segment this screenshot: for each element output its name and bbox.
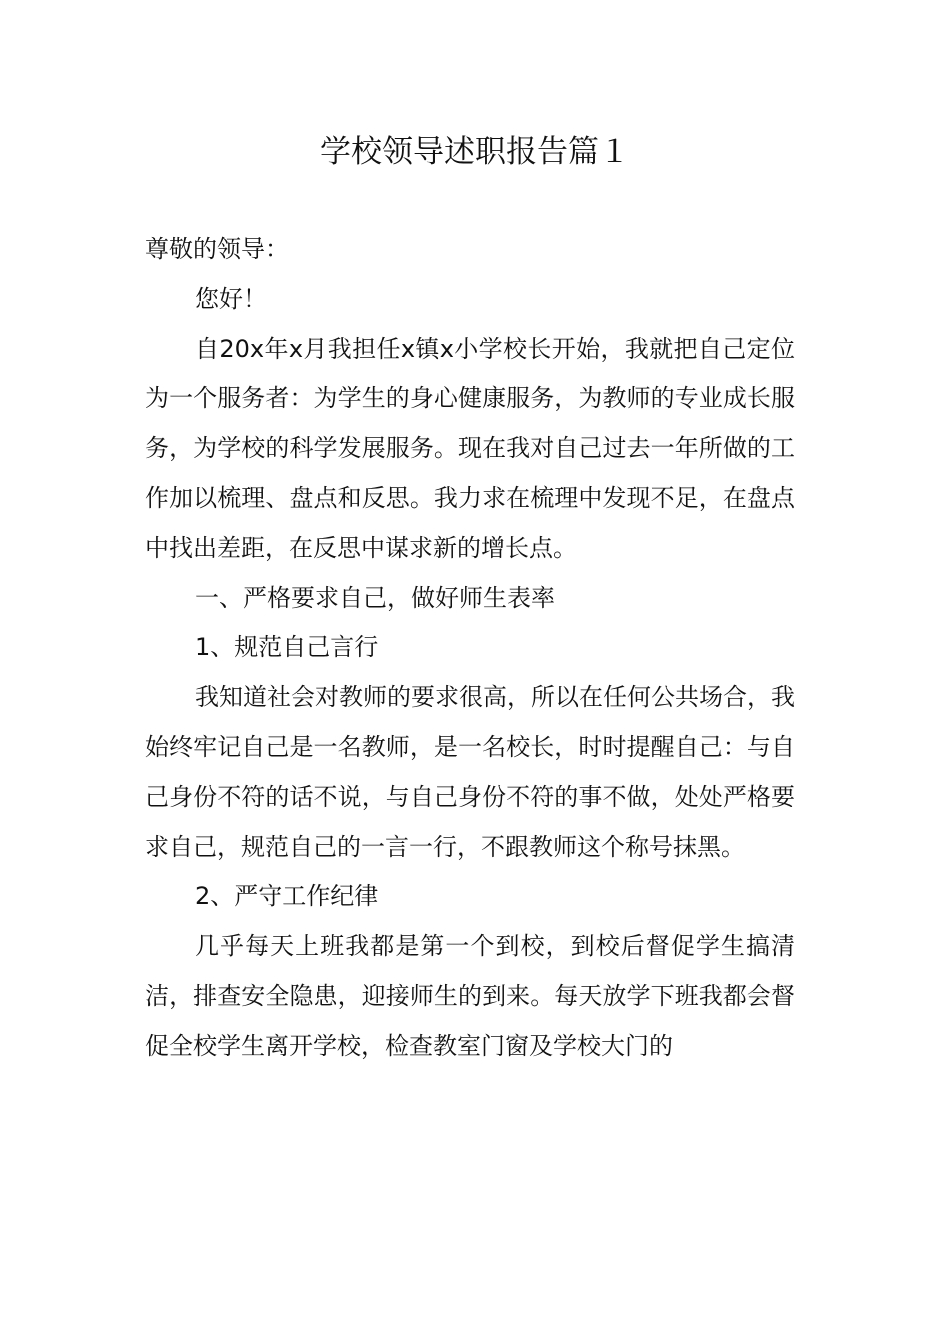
paragraph-conduct: 我知道社会对教师的要求很高，所以在任何公共场合，我始终牢记自己是一名教师，是一名校长，时时提醒自己：与自己身份不符的话不说，与自己身份不符的事不做，处处严格要求自己，规范自己的一言一行，不跟教师这个称号抹黑。 [145, 683, 795, 861]
paragraph-discipline: 几乎每天上班我都是第一个到校，到校后督促学生搞清洁，排查安全隐患，迎接师生的到来。每天放学下班我都会督促全校学生离开学校，检查教室门窗及学校大门的 [145, 932, 795, 1060]
greeting: 您好！ [195, 284, 267, 313]
document-title: 学校领导述职报告篇１ [320, 134, 630, 170]
paragraph-intro: 自20x年x月我担任x镇x小学校长开始，我就把自己定位为一个服务者：为学生的身心健康服务，为教师的专业成长服务，为学校的科学发展服务。现在我对自己过去一年所做的工作加以梳理、盘点和反思。我力求在梳理中发现不足，在盘点中找出差距，在反思中谋求新的增长点。 [145, 334, 795, 562]
salutation: 尊敬的领导： [145, 235, 289, 263]
section-heading-1: 一、严格要求自己，做好师生表率 [195, 583, 555, 612]
document-body [145, 225, 795, 1072]
subsection-heading-1: 1、规范自己言行 [195, 633, 379, 662]
subsection-heading-2: 2、严守工作纪律 [195, 882, 379, 911]
